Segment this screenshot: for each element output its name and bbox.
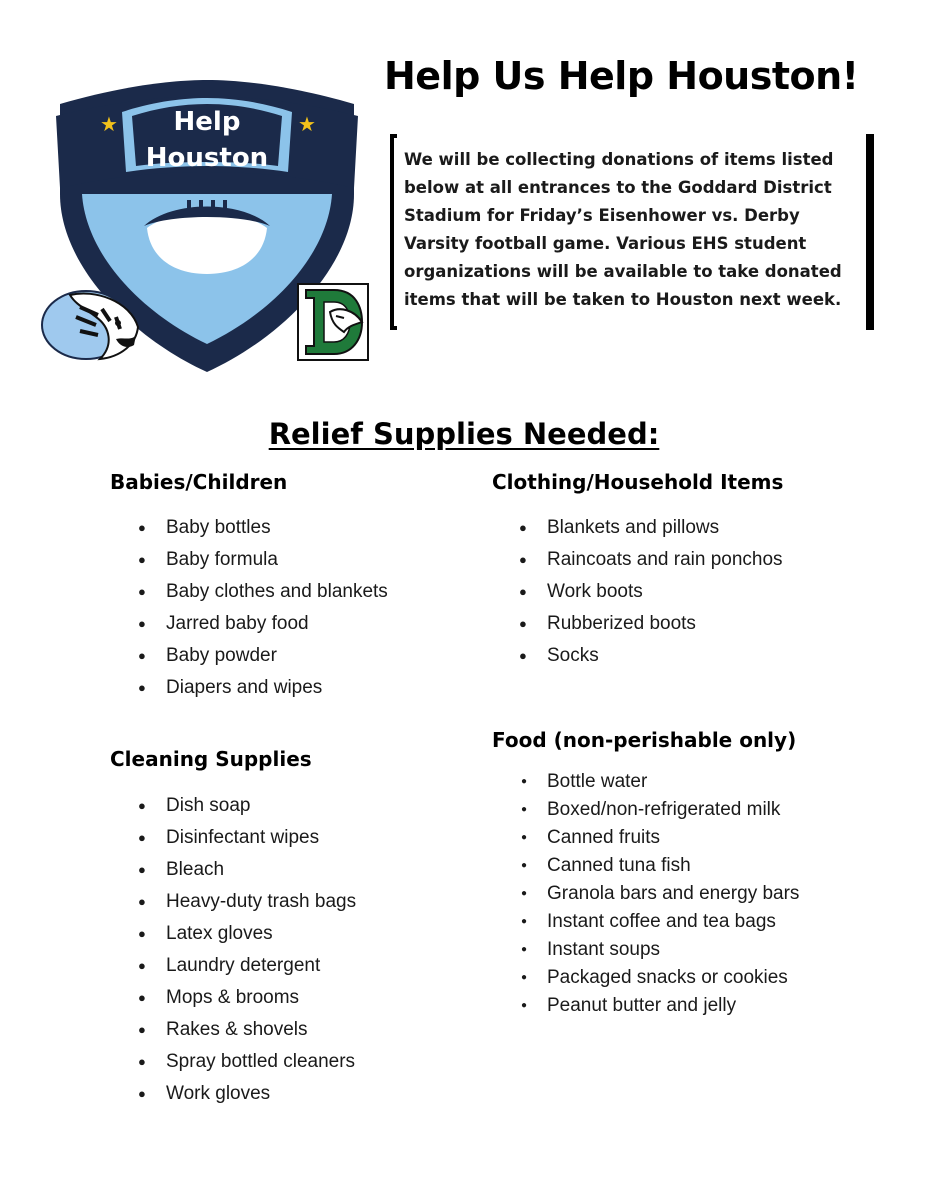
list-item: ● Baby bottles — [138, 512, 388, 544]
list-item: ● Latex gloves — [138, 918, 356, 950]
list-item: ● Socks — [519, 640, 783, 672]
list-item: ● Boxed/non-refrigerated milk — [519, 796, 799, 824]
list-item: ● Canned fruits — [519, 824, 799, 852]
logo-text-houston: Houston — [145, 143, 269, 173]
list-item: ● Mops & brooms — [138, 982, 356, 1014]
list-item: ● Peanut butter and jelly — [519, 992, 799, 1020]
list-item: ● Baby powder — [138, 640, 388, 672]
page-title: Help Us Help Houston! — [384, 54, 859, 98]
category-title-cleaning: Cleaning Supplies — [110, 747, 312, 771]
list-item: ● Blankets and pillows — [519, 512, 783, 544]
list-item: ● Bottle water — [519, 768, 799, 796]
list-item: ● Rubberized boots — [519, 608, 783, 640]
list-item: ● Work boots — [519, 576, 783, 608]
derby-d-logo — [296, 282, 370, 362]
list-item: ● Canned tuna fish — [519, 852, 799, 880]
section-title: Relief Supplies Needed: — [268, 417, 660, 451]
list-item: ● Packaged snacks or cookies — [519, 964, 799, 992]
list-item: ● Rakes & shovels — [138, 1014, 356, 1046]
svg-text:★: ★ — [298, 112, 316, 136]
list-item: ● Dish soap — [138, 790, 356, 822]
category-title-babies: Babies/Children — [110, 470, 288, 494]
list-item: ● Laundry detergent — [138, 950, 356, 982]
list-babies — [138, 512, 388, 704]
list-item: ● Baby clothes and blankets — [138, 576, 388, 608]
list-cleaning — [138, 790, 356, 1110]
list-item: ● Diapers and wipes — [138, 672, 388, 704]
logo-text-help: Help — [173, 107, 241, 137]
intro-paragraph: We will be collecting donations of items listed below at all entrances to the Goddard District Stadium for Friday’s Eisenhower vs. Derby Varsity football game. Various EHS student organizations will be available to take donated items that will be taken to Houston next week. — [404, 150, 842, 309]
list-item: ● Disinfectant wipes — [138, 822, 356, 854]
tiger-mascot-logo — [40, 287, 142, 362]
intro-bracket-left — [390, 134, 397, 330]
list-item: ● Work gloves — [138, 1078, 356, 1110]
intro-bracket-right — [860, 134, 874, 330]
list-food — [519, 768, 799, 1020]
list-clothing — [519, 512, 783, 672]
list-item: ● Raincoats and rain ponchos — [519, 544, 783, 576]
category-title-clothing: Clothing/Household Items — [492, 470, 784, 494]
category-title-food: Food (non-perishable only) — [492, 728, 797, 752]
list-item: ● Instant coffee and tea bags — [519, 908, 799, 936]
list-item: ● Baby formula — [138, 544, 388, 576]
list-item: ● Granola bars and energy bars — [519, 880, 799, 908]
list-item: ● Heavy-duty trash bags — [138, 886, 356, 918]
svg-text:★: ★ — [100, 112, 118, 136]
list-item: ● Spray bottled cleaners — [138, 1046, 356, 1078]
list-item: ● Instant soups — [519, 936, 799, 964]
list-item: ● Jarred baby food — [138, 608, 388, 640]
list-item: ● Bleach — [138, 854, 356, 886]
